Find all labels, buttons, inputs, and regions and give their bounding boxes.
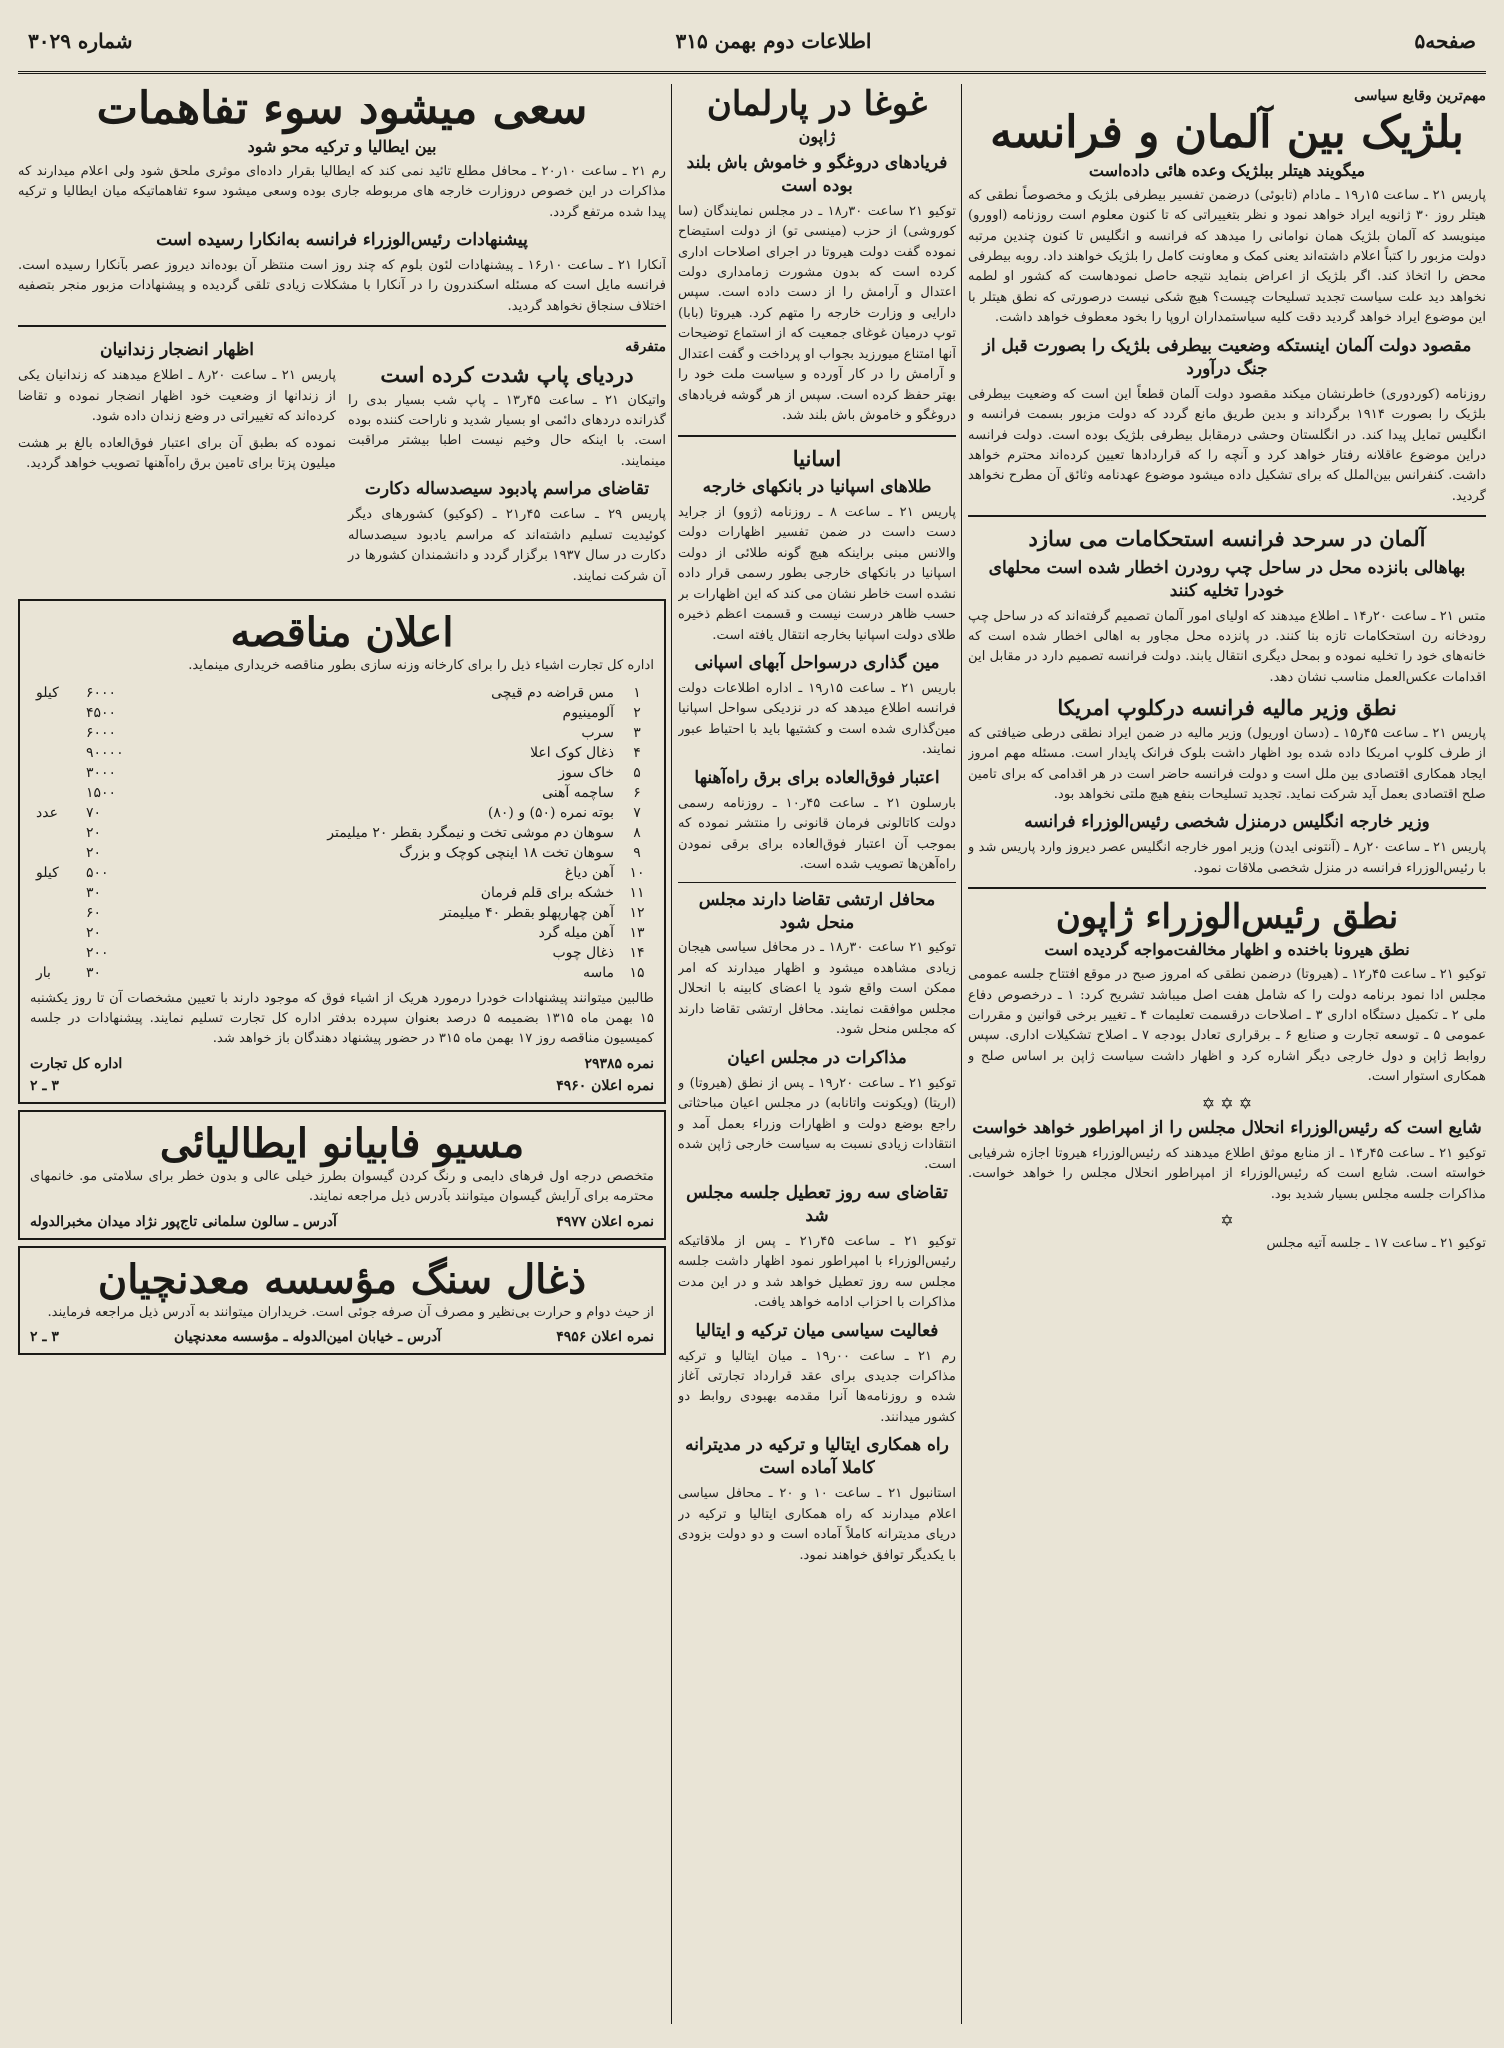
tender-item-number: ۱۱ xyxy=(629,884,645,901)
tender-item-name: ماسه xyxy=(582,964,614,981)
tender-row xyxy=(30,783,654,803)
tender-number: نمره اعلان ۴۹۶۰ xyxy=(556,1077,654,1094)
article-headline: دردیای پاپ شدت کرده است xyxy=(380,362,634,388)
article-body: توکیو ۲۱ ـ ساعت ۱۷ ـ جلسه آتیه مجلس xyxy=(1266,1236,1486,1252)
tender-item-qty: ۶۰۰۰ xyxy=(86,684,117,701)
article-body: رم ۲۱ ـ ساعت ۰۰ر۱۹ ـ میان ایتالیا و ترکیه مذاکرات جدیدی برای عقد قرارداد تجارتی آغاز شده و روزنامه‌ها آنرا مقدمه بهبودی روابط دو کشور میدانند. xyxy=(678,1348,956,1425)
tender-sign: اداره کل تجارت xyxy=(30,1055,123,1072)
tender-item-unit xyxy=(30,843,80,863)
tender-item-name: آهن چهارپهلو بقطر ۴۰ میلیمتر xyxy=(440,904,614,921)
article-headline: تقاضای سه روز تعطیل جلسه مجلس شد xyxy=(686,1182,948,1226)
tender-item-number: ۶ xyxy=(633,784,641,801)
article-body: رم ۲۱ ـ ساعت ۱۰ر۲۰ ـ محافل مطلع تائید نمی کند که ایطالیا بقرار داده‌ای موثری ملحق شود ولی اعلام میدارند که مذاکرات در این خصوص دروزارت خارجه های مربوطه جاری بوده وسعی میشود سوء تفاهماتیکه میان ایطالیا و ترکیه پیدا شده مرتفع گردد. xyxy=(18,163,666,220)
article-body: توکیو ۲۱ ـ ساعت ۲۰ر۱۹ ـ پس از نطق (هیروتا) و (اریتا) (ویکونت واتانابه) در مجلس اعیان مباحثاتی راجع بوضع دولت و اظهارات وزراء بعمل آمد و انتقادات زیادی نسبت به سیاست خارجی ژاپن شده است. xyxy=(678,1075,956,1173)
tender-item-qty: ۲۰۰ xyxy=(86,944,109,961)
tender-item-qty: ۵۰۰ xyxy=(86,864,109,881)
tender-item-number: ۱۵ xyxy=(629,964,645,981)
star-divider-icon: ✡ ✡ ✡ xyxy=(1201,1093,1253,1113)
tender-row xyxy=(30,743,654,763)
right-column xyxy=(968,84,1486,1261)
tender-row xyxy=(30,863,654,883)
article-headline: طلاهای اسپانیا در بانکهای خارجه xyxy=(702,476,932,497)
star-divider-icon: ✡ xyxy=(1220,1211,1234,1231)
tender-item-number: ۸ xyxy=(633,824,641,841)
tender-row xyxy=(30,683,654,703)
ad-title: مسیو فابیانو ایطالیائی xyxy=(159,1119,525,1167)
tender-item-unit: بار xyxy=(36,964,51,981)
tender-row xyxy=(30,943,654,963)
barber-ad xyxy=(18,1110,666,1240)
ad-number: نمره اعلان ۴۹۵۶ xyxy=(556,1329,654,1346)
article-headline: مذاکرات در مجلس اعیان xyxy=(727,1047,907,1068)
article-headline: اظهار انضجار زندانیان xyxy=(100,340,254,361)
tender-item-qty: ۲۰ xyxy=(86,844,102,861)
tender-item-number: ۲ xyxy=(633,704,641,721)
column-rule xyxy=(961,84,962,2024)
article-body: توکیو ۲۱ ـ ساعت ۴۵ر۱۲ ـ (هیروتا) درضمن نطقی که امروز صبح در موقع افتتاح جلسه عمومی مجلس ادا نمود برنامه دولت را که شامل هفت اصل میباشد تشریح کرد: ۱ ـ درخصوص دفاع ملی ۲ ـ تکمیل دستگاه اداری ۳ ـ اصلاحات درقسمت تعلیمات ۴ ـ تغییر برخی قوانین و مقررات عمومی ۵ ـ توسعه تجارت و صنایع ۶ ـ برقراری تعادل بودجه ۷ ـ اصلاح تشکیلات اداری. سپس روابط ژاپن و دول خارجی دیگر اشاره کرد و اظهار داشت سیاست ژاپن بر اساس صلح و همکاری استوار است. xyxy=(968,967,1486,1085)
tender-row xyxy=(30,703,654,723)
tender-item-name: خشکه برای قلم فرمان xyxy=(480,884,614,901)
article-headline: محافل ارتشی تقاضا دارند مجلس منحل شود xyxy=(698,889,936,933)
article-headline: بلژیک بین آلمان و فرانسه xyxy=(990,107,1464,158)
article-body: پاریس ۲۱ ـ ساعت ۲۰ر۸ ـ (آنتونی ایدن) وزیر امور خارجه انگلیس عصر دیروز وارد پاریس شد و با رئیس‌الوزراء فرانسه در منزل شخصی ملاقات نمود. xyxy=(968,840,1486,876)
article-headline: نطق رئیس‌الوزراء ژاپون xyxy=(1055,897,1399,938)
tender-item-unit: کیلو xyxy=(36,864,59,881)
article-body: پاریس ۲۱ ـ ساعت ۲۰ر۸ ـ اطلاع میدهند که زندانیان یکی از زندانها از وضعیت خود اظهار انضجار نموده و تقاضا کرده‌اند که تغییراتی در وضع زندان داده شود. xyxy=(18,368,336,425)
article-body: پاریس ۲۱ ـ ساعت ۸ ـ روزنامه (ژوو) از جراید دست داست در ضمن تفسیر اظهارات دولت والانس مبنی براینکه هیچ گونه طلائی از دولت اسپانیا در بانکهای خارجی بطور رسمی قرار داده نشده است خاطر نشان می کند که این اظهارات بر حسب ظاهر درست نیست و قسمت اعظم ذخیره طلای دولت اسپانیا بخارجه انتقال یافته است. xyxy=(678,504,956,643)
article-body: پاریس ۲۱ ـ ساعت ۱۵ر۱۹ ـ مادام (تابوئی) درضمن تفسیر بیطرفی بلژیک و مخصوصاً نطقی که هیتلر روز ۳۰ ژانویه ایراد خواهد نمود و نظر بتغییراتی که تا کنون معلوم است روزنامه (اوورو) مینویسد که آلمان بلژیک همان نوامانی را میدهد که فرانسه و انگلیس تا کنون چندین مرتبه دولت مزبور را کتباً اعلام داشته‌اند یعنی کمک و معاونت کامل را بلژیک خواهند داد. روبه بیطرفی محض را اتخاذ کند. اگر بلژیک از اعراض بنماید نتیجه حاصل نمودهاست که کشور او لطمه نخواهد دید علت سیاست تجدید تسلیحات چیست؟ هیچ شکی نیست درصورتی که نطق هیتلر با این موضوع ایراد خواهد گردید دقت کلیه سیاستمداران اروپا را بخود معطوف خواهد داشت. xyxy=(968,187,1486,326)
article-body: توکیو ۲۱ ـ ساعت ۴۵ر۱۴ ـ از منابع موثق اطلاع میدهند که رئیس‌الوزراء هیروتا اجازه شرفیابی خواسته است. شایع است که رئیس‌الوزراء از امپراطور انحلال مجلس را خواهد خواست. مذاکرات جلسه مجلس بسیار شدید بود. xyxy=(968,1145,1486,1202)
ad-number: نمره اعلان ۴۹۷۷ xyxy=(556,1213,654,1230)
article-subheadline: نطق هیرونا باخنده و اظهار مخالفت‌مواجه گردیده است xyxy=(1044,940,1410,960)
article-headline: غوغا در پارلمان xyxy=(706,84,928,124)
tender-item-name: ساچمه آهنی xyxy=(542,784,614,801)
tender-row xyxy=(30,823,654,843)
ad-body: متخصص درجه اول فرهای دایمی و رنگ کردن گیسوان بطرز خیلی عالی و بدون خطر برای سلامتی مو. خانمهای محترمه برای آرایش گیسوان میتوانند بآدرس ذیل مراجعه نمایند. xyxy=(30,1168,654,1205)
issue-number: شماره ۳۰۲۹ xyxy=(28,28,133,53)
tender-item-qty: ۲۰ xyxy=(86,824,102,841)
tender-item-name: ذغال چوب xyxy=(552,944,614,961)
paper-date: اطلاعات دوم بهمن ۳۱۵ xyxy=(675,28,872,53)
article-subheadline: فریادهای دروغگو و خاموش باش بلند بوده است xyxy=(686,152,948,196)
tender-item-unit: کیلو xyxy=(36,684,59,701)
tender-item-unit xyxy=(30,943,80,963)
article-body: متس ۲۱ ـ ساعت ۲۰ر۱۴ ـ اطلاع میدهند که اولیای امور آلمان تصمیم گرفته‌اند که در ساحل چپ رودخانه رن استحکامات تازه بنا کنند. در پانزده محل مجاور به اهالی اخطار شده است که خانه‌های خود را تخلیه نموده و بمحل دیگری انتقال یابند. دولت فرانسه تصمیم دارد در مقابل این اقدامات عکس‌العمل مناسب نشان دهد. xyxy=(968,608,1486,685)
tender-item-unit xyxy=(30,903,80,923)
article-headline: پیشنهادات رئیس‌الوزراء فرانسه به‌انکارا رسیده است xyxy=(156,229,528,250)
tender-row xyxy=(30,963,654,983)
article-body: توکیو ۲۱ ـ ساعت ۴۵ر۲۱ ـ پس از ملاقاتیکه رئیس‌الوزراء با امپراطور نمود اظهار داشت جلسه مجلس سه روز تعطیل خواهد شد و در این مدت مذاکرات با احزاب ادامه خواهد یافت. xyxy=(678,1233,956,1311)
tender-intro: اداره کل تجارت اشیاء ذیل را برای کارخانه وزنه سازی بطور مناقصه خریداری مینماید. xyxy=(188,658,654,674)
page-number: صفحه۵ xyxy=(1414,28,1476,53)
tender-item-number: ۳ xyxy=(633,724,641,741)
ad-address: آدرس ـ خیابان امین‌الدوله ـ مؤسسه معدنچیان xyxy=(174,1329,442,1346)
tender-item-name: آهن میله گرد xyxy=(538,924,614,941)
ad-title: ذغال سنگ مؤسسه معدنچیان xyxy=(97,1255,587,1303)
article-headline: مقصود دولت آلمان اینستکه وضعیت بیطرفی بلژیک را بصورت قبل از جنگ درآورد xyxy=(982,335,1472,379)
tender-ref: ۳ ـ ۲ xyxy=(30,1077,59,1094)
article-subheadline: بین ایطالیا و ترکیه محو شود xyxy=(247,136,437,156)
tender-item-qty: ۲۰ xyxy=(86,924,102,941)
middle-column xyxy=(678,84,956,1572)
section-heading: اسانیا xyxy=(792,445,842,471)
tender-item-number: ۱۰ xyxy=(629,864,645,881)
article-headline: اعتبار فوق‌العاده برای برق راه‌آهنها xyxy=(694,767,940,788)
tender-item-number: ۷ xyxy=(633,804,641,821)
article-headline: آلمان در سرحد فرانسه استحکامات می سازد xyxy=(1028,526,1426,552)
article-headline: تقاضای مراسم پادبود سیصدساله دکارت xyxy=(364,479,650,500)
tender-table xyxy=(30,683,654,983)
article-body: توکیو ۲۱ ساعت ۳۰ر۱۸ ـ در مجلس نمایندگان (سا کوروشی) از حزب (مینسی تو) از دولت استیضاح نموده گفت دولت هیروتا در اجرای اصلاحات اداری کرده است که بدون مشورت زمامداری دولت اعتدال و آرامش را از دست داده است. سپس دارایی و وزارت خارجه را متهم کرد. هیروتا (بابا) توپ درمیان غوغای جمعیت که از استماع توضیحات آنها امتناع میورزید بجواب او پرداخت و گفت اعتدال و آرامش را در کار آورده و سیاست ملت خود را بهتر حفظ کرده است. سپس از هر گوشه فریادهای دروغگو و خاموش باش بلند شد. xyxy=(678,203,956,424)
tender-item-name: بوته نمره (۵۰) و (۸۰) xyxy=(487,804,614,821)
article-headline: فعالیت سیاسی میان ترکیه و ایتالیا xyxy=(695,1320,939,1341)
tender-item-name: سوهان دم موشی تخت و نیمگرد بقطر ۲۰ میلیمتر xyxy=(327,824,614,841)
tender-title: اعلان مناقصه xyxy=(230,609,454,657)
tender-item-unit: عدد xyxy=(36,804,58,821)
tender-item-unit xyxy=(30,883,80,903)
tender-item-qty: ۶۰ xyxy=(86,904,102,921)
tender-row xyxy=(30,843,654,863)
section-tag: مهم‌ترین وقایع سیاسی xyxy=(1354,88,1486,104)
tender-item-number: ۱ xyxy=(633,684,641,701)
tender-item-unit xyxy=(30,823,80,843)
tender-item-name: مس قراضه دم قیچی xyxy=(491,684,614,701)
tender-item-qty: ۱۵۰۰ xyxy=(86,784,117,801)
ad-address: آدرس ـ سالون سلمانی تاج‌پور نژاد میدان مخبرالدوله xyxy=(30,1213,337,1230)
tender-item-qty: ۳۰ xyxy=(86,964,102,981)
coal-ad xyxy=(18,1246,666,1355)
tender-item-name: آلومینیوم xyxy=(562,704,614,721)
tender-item-qty: ۹۰۰۰۰ xyxy=(86,744,124,761)
masthead xyxy=(18,10,1486,74)
article-body: نموده که بطبق آن برای اعتبار فوق‌العاده بالغ بر هشت میلیون پزتا برای تامین برق راه‌آهنها تصویب خواهد گردید. xyxy=(18,435,336,471)
tender-item-unit xyxy=(30,923,80,943)
ad-body: از حیث دوام و حرارت بی‌نظیر و مصرف آن صرفه جوئی است. خریداران میتوانند به آدرس ذیل مراجعه فرمایند. xyxy=(47,1304,654,1320)
tender-row xyxy=(30,803,654,823)
article-headline: نطق وزیر مالیه فرانسه درکلوپ امریکا xyxy=(1057,695,1397,721)
tender-item-number: ۱۲ xyxy=(629,904,645,921)
tender-item-name: سوهان تخت ۱۸ اینچی کوچک و بزرگ xyxy=(399,844,614,861)
tender-row xyxy=(30,763,654,783)
article-body: توکیو ۲۱ ساعت ۳۰ر۱۸ ـ در محافل سیاسی هیجان زیادی مشاهده میشود و اظهار میدارند که امر ممکن است واقع شود یا اعضای کابینه با انحلال مجلس موافقت نمایند. محافل ارتشی تقاضا دارند که مجلس منحل شود. xyxy=(678,940,956,1038)
article-body: بارسلون ۲۱ ـ ساعت ۴۵ر۱۰ ـ روزنامه رسمی دولت کاتالونی فرمان قانونی را منتشر نموده که بموجب آن اعتبار فوق‌العاده برای برقی نمودن راه‌آهن‌ها تصویب شده است. xyxy=(678,795,956,873)
article-place: ژاپون xyxy=(798,126,836,146)
tender-item-unit xyxy=(30,743,80,763)
article-headline: سعی میشود سوء تفاهمات xyxy=(96,84,588,134)
tender-item-name: سرب xyxy=(581,724,614,741)
tender-item-unit xyxy=(30,723,80,743)
tender-ad xyxy=(18,599,666,1104)
article-body: روزنامه (کوردوری) خاطرنشان میکند مقصود دولت آلمان قطعاً این است که وضعیت بیطرفی بلژیک را بصورت ۱۹۱۴ برگرداند و بدین طریق مانع گردد که دولت مزبور بسمت فرانسه و انگلیس تمایل پیدا کند. در انگلستان وحشی درمقابل بیطرفی بلژیک بوده است. دولت فرانسه دراین موضوع عاقلانه رفتار خواهد کرد و آنچه را که قراردادها تعیین کرده‌اند محترم خواهد داشت. کنفرانس بین‌الملل که برای تشکیل داده میشود موضوع عهدنامه وثائق آن مطرح نخواهد گردید. xyxy=(968,386,1486,504)
newspaper-page xyxy=(18,10,1486,2038)
tender-item-number: ۴ xyxy=(633,744,641,761)
article-body: پاریس ۲۱ ـ ساعت ۴۵ر۱۵ ـ (دسان اوریول) وزیر مالیه در ضمن ایراد نطقی درطی ضیافتی که از طرف کلوپ امریکا داده شده بود اظهار داشت بلوک فرانک پایدار است. مسئله مهم امروز ایجاد همکاری اقتصادی بین ملل است و دولت فرانسه حاضر است در هر اقدامی که برای تامین صلح اقتصادی بعمل آید شرکت نماید. تجدید تسلیحات بنفع هیچ ملتی نخواهد بود. xyxy=(968,725,1486,802)
tender-item-number: ۱۳ xyxy=(629,924,645,941)
tender-row xyxy=(30,923,654,943)
article-headline: وزیر خارجه انگلیس درمنزل شخصی رئیس‌الوزراء فرانسه xyxy=(1024,812,1430,833)
tender-item-unit xyxy=(30,763,80,783)
article-subheadline: میگویند هیتلر ببلژیک وعده هائی داده‌است xyxy=(1088,160,1366,180)
column-rule xyxy=(671,84,672,2024)
article-body: آنکارا ۲۱ ـ ساعت ۱۰ر۱۶ ـ پیشنهادات لئون بلوم که چند روز است منتظر آن بوده‌اند دیروز عصر بآنکارا رسیده است. فرانسه مایل است که مسئله اسکندرون را در آنکارا با مشکلات زیادی تلقی گردیده و پیشنهادات مزبور منجر بتصفیه اختلاف سنجاق نخواهد گردید. xyxy=(18,257,666,314)
article-subheadline: بهاهالی بانزده محل در ساحل چپ رودرن اخطار شده است محلهای خودرا تخلیه کنند xyxy=(988,557,1466,601)
tender-item-number: ۹ xyxy=(633,844,641,861)
tender-item-name: آهن دیاغ xyxy=(564,864,614,881)
article-body: واتیکان ۲۱ ـ ساعت ۴۵ر۱۳ ـ پاپ شب بسیار بدی را گذرانده دردهای دائمی او بسیار شدید و ناراحت کننده بوده است. با اینکه حال وخیم نیست اطبا بیشتر مراقبت مینمایند. xyxy=(348,392,666,469)
left-column xyxy=(18,84,666,1361)
tender-item-qty: ۳۰ xyxy=(86,884,102,901)
tender-item-name: خاک سوز xyxy=(558,764,614,781)
ad-ref: ۳ ـ ۲ xyxy=(30,1329,59,1346)
tender-item-number: ۵ xyxy=(633,764,641,781)
article-headline: راه همکاری ایتالیا و ترکیه در مدیترانه کاملا آماده است xyxy=(685,1435,949,1479)
tender-row xyxy=(30,903,654,923)
tender-item-name: ذغال کوک اعلا xyxy=(530,744,614,761)
tender-item-qty: ۳۰۰۰ xyxy=(86,764,117,781)
article-body: باریس ۲۱ ـ ساعت ۱۵ر۱۹ ـ اداره اطلاعات دولت فرانسه اطلاع میدهد که در نزدیکی سواحل اسپانیا مین‌گذاری شده است و کشتیها باید با احتیاط عبور نمایند. xyxy=(678,681,956,758)
article-headline: مین گذاری درسواحل آبهای اسپانی xyxy=(694,653,940,674)
article-body: پاریس ۲۹ ـ ساعت ۴۵ر۲۱ ـ (کوکیو) کشورهای دیگر کوئیدیت تسلیم داشته‌اند که مراسم یادبود سیصدساله دکارت در سال ۱۹۳۷ برگزار گردد و دانشمندان کشورها در آن شرکت نمایند. xyxy=(348,507,666,584)
article-headline: شایع است که رئیس‌الوزراء انحلال مجلس را از امپراطور خواهد خواست xyxy=(972,1117,1482,1138)
article-body: استانبول ۲۱ ـ ساعت ۱۰ و ۲۰ ـ محافل سیاسی اعلام میدارند که راه همکاری ایتالیا و ترکیه در دریای مدیترانه کاملاً آماده است و دو دولت بزودی با یکدیگر توافق خواهند نمود. xyxy=(678,1486,956,1563)
section-tag: متفرقه xyxy=(625,339,666,356)
tender-row xyxy=(30,723,654,743)
tender-item-number: ۱۴ xyxy=(629,944,645,961)
tender-row xyxy=(30,883,654,903)
tender-item-unit xyxy=(30,703,80,723)
tender-code: نمره ۲۹۳۸۵ xyxy=(584,1055,654,1072)
tender-item-unit xyxy=(30,783,80,803)
tender-note: طالبین میتوانند پیشنهادات خودرا درمورد هریک از اشیاء فوق که موجود دارند با تعیین مشخصات آن تا روز یکشنبه ۱۵ بهمن ماه ۱۳۱۵ بضمیمه ۵ درصد بعنوان سپرده بدفتر اداره کل تجارت تسلیم نمایند. پیشنهادات در جلسه کمیسیون مناقصه روز ۱۷ بهمن ماه ۳۱۵ در حضور پیشنهاد دهندگان باز خواهد شد. xyxy=(30,990,654,1047)
tender-item-qty: ۶۰۰۰ xyxy=(86,724,117,741)
tender-item-qty: ۷۰ xyxy=(86,804,102,821)
tender-item-qty: ۴۵۰۰ xyxy=(86,704,117,721)
